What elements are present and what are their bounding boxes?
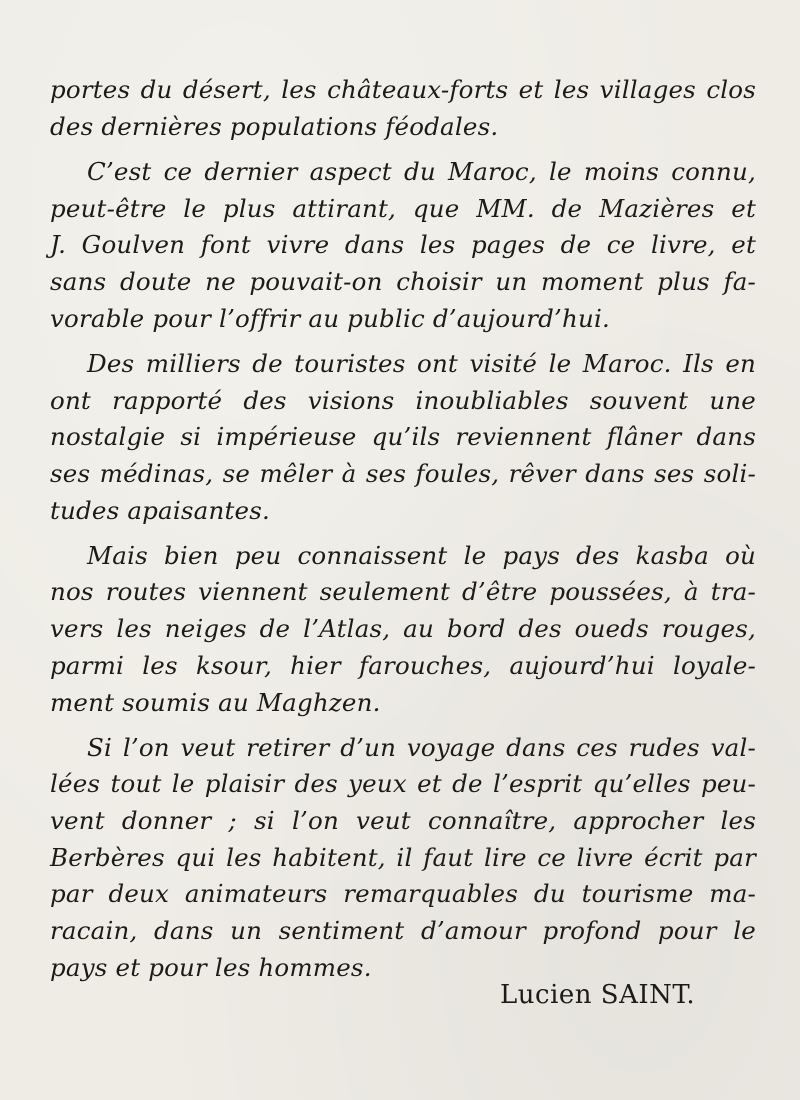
- text-line: Des milliers de touristes ont visité le Maroc. Ils en: [87, 348, 756, 378]
- text-line: peut-être le plus attirant, que MM. de Mazières et: [50, 193, 756, 223]
- text-line: J. Goulven font vivre dans les pages de ce livre, et: [50, 230, 756, 260]
- text-line: nostalgie si impérieuse qu’ils reviennent flâner dans: [50, 422, 756, 452]
- text-line: vorable pour l’offrir au public d’aujourd’hui.: [50, 303, 611, 333]
- text-line: parmi les ksour, hier farouches, aujourd’hui loyale-: [50, 650, 756, 680]
- text-line: des dernières populations féodales.: [50, 111, 499, 141]
- text-line: Berbères qui les habitent, il faut lire ce livre écrit par: [50, 842, 756, 872]
- paragraph-gap: [50, 529, 756, 538]
- text-line: ses médinas, se mêler à ses foules, rêver dans ses soli-: [50, 458, 756, 488]
- text-line: portes du désert, les châteaux-forts et les villages clos: [50, 75, 756, 104]
- text-line: ont rapporté des visions inoubliables souvent une: [50, 385, 756, 415]
- text-line: ment soumis au Maghzen.: [50, 687, 381, 717]
- paragraph-gap: [50, 145, 756, 154]
- paragraph-gap: [50, 721, 756, 730]
- text-line: lées tout le plaisir des yeux et de l’esprit qu’elles peu-: [50, 769, 756, 799]
- text-line: pays et pour les hommes.: [50, 952, 372, 982]
- body-text: [50, 72, 756, 987]
- text-line: Si l’on veut retirer d’un voyage dans ces rudes val-: [87, 732, 756, 762]
- text-line: tudes apaisantes.: [50, 495, 270, 525]
- paragraph-gap: [50, 337, 756, 346]
- text-line: Mais bien peu connaissent le pays des kasba où: [87, 540, 756, 570]
- text-line: vent donner ; si l’on veut connaître, approcher les: [50, 806, 756, 836]
- author-signature: Lucien SAINT.: [500, 980, 696, 1010]
- text-line: vers les neiges de l’Atlas, au bord des oueds rouges,: [50, 614, 756, 644]
- text-line: sans doute ne pouvait-on choisir un moment plus fa-: [50, 266, 756, 296]
- text-line: par deux animateurs remarquables du tourisme ma-: [50, 879, 756, 909]
- text-line: nos routes viennent seulement d’être poussées, à tra-: [50, 577, 756, 607]
- text-line: C’est ce dernier aspect du Maroc, le moins connu,: [87, 156, 756, 186]
- text-line: racain, dans un sentiment d’amour profond pour le: [50, 916, 756, 946]
